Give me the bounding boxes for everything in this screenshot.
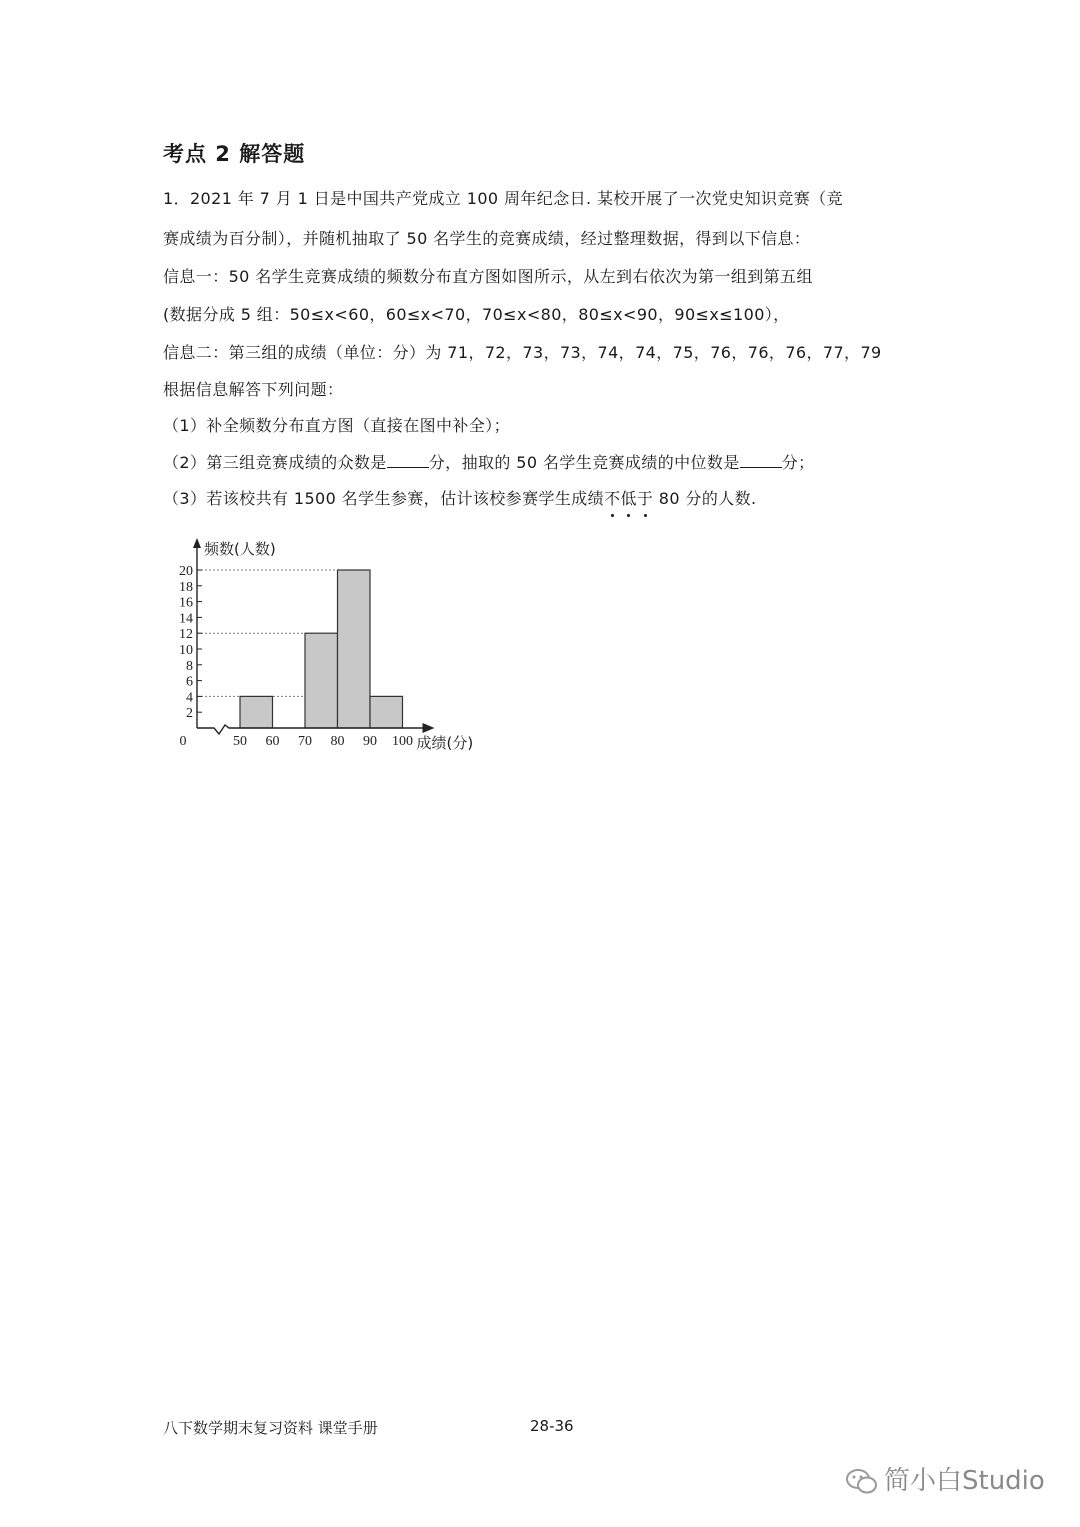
y-tick-label-12: 12 [179,627,193,643]
x-tick-label-80: 80 [330,734,345,749]
data-groups-line: (数据分成 5 组：50≤x<60，60≤x<70，70≤x<80，80≤x<90，90≤x≤100）， [163,305,790,324]
histogram-bar-80-90 [338,570,371,728]
origin-label: 0 [179,734,187,749]
histogram-bar-90-100 [370,696,403,728]
x-tick-label-50: 50 [233,734,247,749]
section-heading: 考点 2 解答题 [163,142,306,166]
footer-title: 八下数学期末复习资料 课堂手册 [163,1419,378,1437]
question-line-1: 1．2021 年 7 月 1 日是中国共产党成立 100 周年纪念日. 某校开展了一次党史知识竞赛（竞 [163,189,843,208]
x-tick-label-100: 100 [392,734,413,749]
y-axis-label: 频数(人数) [204,540,276,558]
sub-question-2-part-c: 分； [781,453,815,472]
answer-blank-median [740,453,782,468]
emphasis-char-3: 于 [637,489,653,508]
histogram-chart [150,530,500,765]
y-tick-label-20: 20 [179,564,193,579]
watermark-text: 简小白Studio [884,1466,1045,1496]
sub-question-2-part-a: （2）第三组竞赛成绩的众数是 [163,453,387,472]
footer-page-number: 28-36 [530,1417,574,1435]
y-tick-label-10: 10 [179,643,193,658]
sub-question-2-part-b: 分，抽取的 50 名学生竞赛成绩的中位数是 [428,453,740,472]
x-tick-label-90: 90 [363,734,377,749]
emphasis-char-1: 不 [604,489,620,508]
sub-question-3-part-a: （3）若该校共有 1500 名学生参赛，估计该校参赛学生成绩 [163,489,605,508]
emphasis-char-2: 低 [620,489,636,508]
histogram-bar-70-80 [305,633,338,728]
y-tick-label-14: 14 [179,611,193,627]
info-one-line: 信息一：50 名学生竞赛成绩的频数分布直方图如图所示，从左到右依次为第一组到第五组 [163,267,813,286]
y-axis-arrow [193,538,201,548]
answer-blank-mode [387,453,429,468]
y-tick-label-8: 8 [186,658,193,674]
x-axis-arrow [423,723,435,733]
histogram-bar-50-60 [240,696,273,728]
y-tick-label-4: 4 [186,690,193,706]
y-tick-label-2: 2 [186,706,193,722]
question-line-2: 赛成绩为百分制），并随机抽取了 50 名学生的竞赛成绩，经过整理数据，得到以下信息： [163,229,811,248]
x-tick-label-70: 70 [298,734,312,749]
y-tick-label-18: 18 [179,579,193,595]
sub-question-1: （1）补全频数分布直方图（直接在图中补全）； [163,416,510,435]
x-axis-label: 成绩(分) [416,734,474,752]
info-two-line: 信息二：第三组的成绩（单位：分）为 71，72，73，73，74，74，75，76，76，76，77，79 [163,343,882,362]
sub-question-3 [163,486,757,509]
sub-question-2 [163,450,815,473]
y-tick-label-6: 6 [186,674,193,690]
y-tick-label-16: 16 [179,595,193,611]
instruction-line: 根据信息解答下列问题： [163,380,344,399]
sub-question-3-part-b: 80 分的人数. [653,489,757,508]
x-tick-label-60: 60 [265,734,280,749]
wechat-icon [845,1468,879,1496]
